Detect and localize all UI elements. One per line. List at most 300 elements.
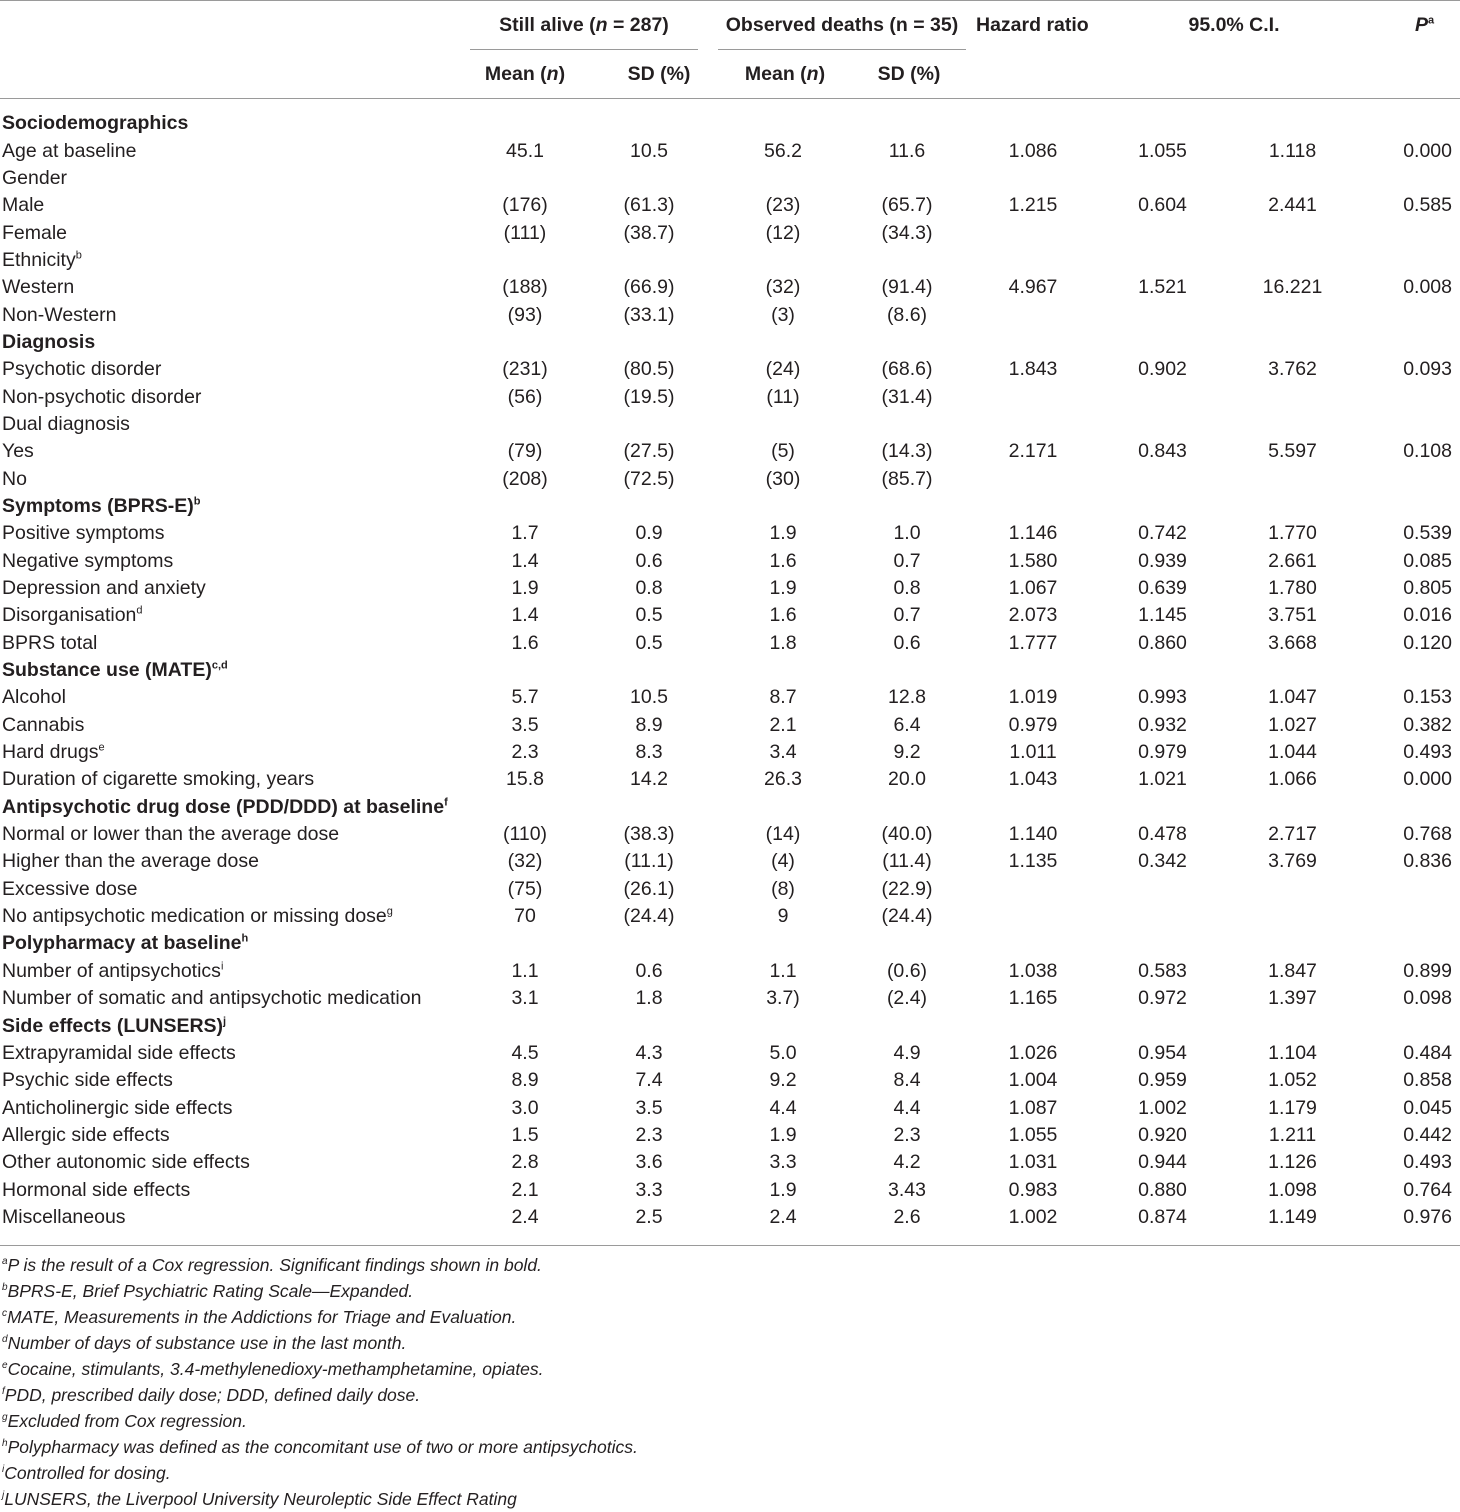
table-row xyxy=(0,575,1460,602)
footnote-marker: d xyxy=(136,604,143,617)
ci-lower-cell: 0.959 xyxy=(1138,1069,1187,1092)
deaths-mean-cell: 1.8 xyxy=(769,631,797,654)
ci-lower-cell xyxy=(1100,657,1225,684)
hazard-ratio-cell: 2.073 xyxy=(1008,604,1058,627)
table-row xyxy=(0,137,1460,164)
alive-sd-cell: 2.5 xyxy=(635,1205,663,1228)
alive-sd-cell xyxy=(580,930,718,957)
table-row xyxy=(0,1040,1460,1067)
alive-sd-cell: 8.9 xyxy=(635,713,663,736)
hazard-ratio-cell: 1.843 xyxy=(1008,358,1058,381)
hazard-ratio-header: Hazard ratio xyxy=(976,14,1089,36)
alive-mean-cell: (231) xyxy=(502,358,548,381)
deaths-sd-cell: 2.3 xyxy=(893,1123,921,1146)
deaths-sd-cell: 0.8 xyxy=(893,577,921,600)
footnote-marker: e xyxy=(98,741,105,754)
deaths-mean-cell xyxy=(718,1012,848,1039)
table-row xyxy=(0,985,1460,1012)
hazard-ratio-cell: 1.140 xyxy=(1008,823,1058,846)
footnote xyxy=(2,1356,638,1382)
p-value-cell: 0.008 xyxy=(1403,276,1452,299)
p-value-cell xyxy=(1360,411,1460,438)
table-row xyxy=(0,301,1460,328)
table-row xyxy=(0,274,1460,301)
ci-upper-cell: 2.717 xyxy=(1268,823,1317,846)
hazard-ratio-cell: 1.011 xyxy=(1009,741,1057,764)
p-value-cell xyxy=(1360,247,1460,274)
ci-upper-cell xyxy=(1225,110,1360,137)
hazard-ratio-cell xyxy=(966,329,1100,356)
p-value-cell xyxy=(1360,383,1460,410)
row-label: Other autonomic side effects xyxy=(2,1151,250,1174)
ci-upper-cell: 1.847 xyxy=(1268,959,1317,982)
hazard-ratio-cell xyxy=(966,247,1100,274)
footnote-text: BPRS-E, Brief Psychiatric Rating Scale—Expanded. xyxy=(7,1281,414,1301)
alive-sd-cell: 0.6 xyxy=(635,959,663,982)
section-label: Symptoms (BPRS-E)$^b$ xyxy=(2,494,201,517)
footnote-marker: b xyxy=(193,495,201,508)
deaths-sd-cell: 2.6 xyxy=(893,1205,921,1228)
ci-upper-cell: 1.126 xyxy=(1268,1151,1317,1174)
alive-mean-cell xyxy=(470,165,580,192)
footnote-text: P is the result of a Cox regression. Significant findings shown in bold. xyxy=(7,1255,542,1275)
alive-mean-cell: 1.5 xyxy=(511,1123,539,1146)
alive-mean-cell: (75) xyxy=(507,877,543,900)
alive-mean-cell: 2.3 xyxy=(511,741,539,764)
alive-sd-cell: (66.9) xyxy=(623,276,675,299)
section-row xyxy=(0,329,1460,356)
footnote xyxy=(2,1252,638,1278)
ci-lower-cell: 0.604 xyxy=(1138,194,1187,217)
p-value-cell: 0.805 xyxy=(1403,577,1452,600)
ci-upper-cell xyxy=(1225,493,1360,520)
table-row xyxy=(0,383,1460,410)
alive-sd-cell xyxy=(580,411,718,438)
table-row xyxy=(0,465,1460,492)
p-value-cell: 0.836 xyxy=(1403,850,1452,873)
p-value-cell: 0.098 xyxy=(1403,987,1452,1010)
alive-mean-cell: 8.9 xyxy=(511,1069,539,1092)
footnote-marker: c xyxy=(2,1308,7,1320)
deaths-sd-cell: (22.9) xyxy=(881,877,933,900)
table-row xyxy=(0,848,1460,875)
deaths-sd-cell xyxy=(848,930,966,957)
hazard-ratio-cell: 1.777 xyxy=(1008,631,1058,654)
deaths-mean-cell: 8.7 xyxy=(769,686,797,709)
alive-sd-cell xyxy=(580,329,718,356)
row-label: Yes xyxy=(2,440,34,463)
p-value-cell: 0.539 xyxy=(1403,522,1452,545)
footnote xyxy=(2,1330,638,1356)
p-value-cell: 0.493 xyxy=(1403,1151,1452,1174)
ci-upper-cell: 3.668 xyxy=(1268,631,1317,654)
ci-upper-cell: 1.179 xyxy=(1268,1096,1317,1119)
hazard-ratio-cell: 1.055 xyxy=(1008,1123,1058,1146)
deaths-mean-cell: 1.6 xyxy=(769,604,797,627)
alive-sd-cell: 0.5 xyxy=(635,631,663,654)
deaths-mean-cell xyxy=(718,794,848,821)
p-value-cell: 0.093 xyxy=(1403,358,1452,381)
deaths-mean-cell: (11) xyxy=(766,385,800,408)
ci-lower-cell: 0.342 xyxy=(1138,850,1187,873)
p-value-cell xyxy=(1360,794,1460,821)
footnote-marker: j xyxy=(2,1490,5,1502)
ci-upper-cell xyxy=(1225,219,1360,246)
footnote-text: Cocaine, stimulants, 3.4-methylenedioxy-methamphetamine, opiates. xyxy=(7,1359,544,1379)
table-row xyxy=(0,1176,1460,1203)
deaths-mean-cell: 1.9 xyxy=(769,522,797,545)
ci-lower-cell xyxy=(1100,876,1225,903)
table-row xyxy=(0,739,1460,766)
footnote-marker: e xyxy=(2,1360,8,1372)
table-row xyxy=(0,165,1460,192)
hazard-ratio-cell: 1.087 xyxy=(1008,1096,1058,1119)
p-value-cell xyxy=(1360,876,1460,903)
deaths-sd-cell: (2.4) xyxy=(886,987,928,1010)
table-row xyxy=(0,1067,1460,1094)
p-value-cell: 0.085 xyxy=(1403,549,1452,572)
deaths-sd-cell: 4.9 xyxy=(893,1041,921,1064)
deaths-sd-cell: (31.4) xyxy=(881,385,933,408)
p-value-cell xyxy=(1360,657,1460,684)
hazard-ratio-cell: 2.171 xyxy=(1008,440,1058,463)
hazard-ratio-cell xyxy=(966,301,1100,328)
ci-upper-cell xyxy=(1225,301,1360,328)
ci-upper-cell xyxy=(1225,411,1360,438)
ci-lower-cell: 0.954 xyxy=(1138,1041,1187,1064)
deaths-sd-cell xyxy=(848,329,966,356)
deaths-sd-cell: (11.4) xyxy=(882,850,932,873)
row-label: Higher than the average dose xyxy=(2,850,259,873)
alive-mean-cell: 1.4 xyxy=(511,604,539,627)
footnote xyxy=(2,1434,638,1460)
ci-lower-cell: 0.478 xyxy=(1138,823,1187,846)
p-value-cell: 0.153 xyxy=(1403,686,1452,709)
p-value-cell: 0.108 xyxy=(1403,440,1452,463)
row-label: Hard drugs$^e$ xyxy=(2,741,105,764)
deaths-sd-cell: (85.7) xyxy=(881,467,933,490)
footnote-marker: h xyxy=(241,932,249,945)
still-alive-rule xyxy=(470,49,698,50)
ci-lower-cell: 0.972 xyxy=(1138,987,1187,1010)
footnote-marker: d xyxy=(2,1334,8,1346)
deaths-mean-cell xyxy=(718,329,848,356)
table-row xyxy=(0,411,1460,438)
deaths-sd-cell xyxy=(848,411,966,438)
alive-mean-cell: 45.1 xyxy=(506,139,544,162)
ci-lower-cell: 0.920 xyxy=(1138,1123,1187,1146)
section-row xyxy=(0,110,1460,137)
alive-sd-cell xyxy=(580,247,718,274)
alive-sd-cell: 3.3 xyxy=(635,1178,663,1201)
ci-upper-cell xyxy=(1225,329,1360,356)
row-label: Duration of cigarette smoking, years xyxy=(2,768,315,791)
section-row xyxy=(0,794,1460,821)
hazard-ratio-cell xyxy=(966,219,1100,246)
ci-lower-cell: 1.002 xyxy=(1138,1096,1187,1119)
p-value-cell: 0.976 xyxy=(1403,1205,1452,1228)
alive-sd-cell: 10.5 xyxy=(630,686,668,709)
ci-lower-cell: 1.055 xyxy=(1138,139,1187,162)
p-value-cell: 0.768 xyxy=(1403,823,1452,846)
p-value-cell: 0.764 xyxy=(1403,1178,1452,1201)
row-label: Ethnicity$^b$ xyxy=(2,248,82,271)
deaths-sd-cell: 20.0 xyxy=(888,768,926,791)
section-label: Antipsychotic drug dose (PDD/DDD) at baseline$^f$ xyxy=(2,795,448,818)
top-rule xyxy=(0,0,1460,1)
hazard-ratio-cell xyxy=(966,903,1100,930)
alive-sd-cell xyxy=(580,657,718,684)
still-alive-header: Still alive (n = 287) xyxy=(499,14,669,36)
ci-lower-cell: 0.639 xyxy=(1138,577,1187,600)
deaths-mean-cell xyxy=(718,110,848,137)
alive-sd-cell: 7.4 xyxy=(635,1069,663,1092)
table-row xyxy=(0,1094,1460,1121)
alive-mean-cell xyxy=(470,794,580,821)
table-row xyxy=(0,821,1460,848)
ci-upper-cell: 2.661 xyxy=(1268,549,1317,572)
footnote xyxy=(2,1278,638,1304)
deaths-sd-cell: 0.7 xyxy=(893,549,921,572)
deaths-sd-header: SD (%) xyxy=(877,63,941,85)
observed-deaths-rule xyxy=(718,49,966,50)
alive-sd-cell xyxy=(580,493,718,520)
observed-deaths-header: Observed deaths (n = 35) xyxy=(725,14,959,36)
ci-lower-cell: 0.583 xyxy=(1138,959,1187,982)
row-label: Miscellaneous xyxy=(2,1205,126,1228)
alive-mean-cell: (176) xyxy=(502,194,548,217)
deaths-sd-cell: (24.4) xyxy=(881,905,933,928)
row-label: Normal or lower than the average dose xyxy=(2,823,340,846)
deaths-mean-cell: (5) xyxy=(771,440,795,463)
table-row xyxy=(0,903,1460,930)
hazard-ratio-cell: 1.026 xyxy=(1008,1041,1058,1064)
deaths-mean-cell: 1.9 xyxy=(769,577,797,600)
p-value-cell: 0.484 xyxy=(1403,1041,1452,1064)
p-value-cell: 0.899 xyxy=(1403,959,1452,982)
deaths-sd-cell: (14.3) xyxy=(881,440,933,463)
deaths-mean-cell: 2.1 xyxy=(769,713,797,736)
deaths-mean-cell: 3.7) xyxy=(766,987,800,1010)
ci-upper-cell: 1.118 xyxy=(1268,139,1317,162)
deaths-sd-cell: 6.4 xyxy=(893,713,921,736)
row-label: Male xyxy=(2,194,45,217)
ci-lower-cell xyxy=(1100,1012,1225,1039)
alive-mean-cell: 2.1 xyxy=(511,1178,539,1201)
deaths-mean-cell: (23) xyxy=(765,194,801,217)
ci-upper-cell: 5.597 xyxy=(1268,440,1317,463)
alive-sd-header: SD (%) xyxy=(627,63,691,85)
hazard-ratio-cell: 1.019 xyxy=(1008,686,1058,709)
row-label: Alcohol xyxy=(2,686,66,709)
hazard-ratio-cell xyxy=(966,411,1100,438)
p-value-cell: 0.000 xyxy=(1403,768,1452,791)
p-value-header: $P^a$ xyxy=(1415,14,1435,36)
hazard-ratio-cell xyxy=(966,657,1100,684)
footnote-marker: b xyxy=(2,1282,8,1294)
hazard-ratio-cell: 4.967 xyxy=(1008,276,1058,299)
section-label: Substance use (MATE)$^{c,d}$ xyxy=(2,659,228,682)
row-label: Anticholinergic side effects xyxy=(2,1096,233,1119)
ci-upper-cell xyxy=(1225,876,1360,903)
deaths-mean-cell: 3.4 xyxy=(769,741,797,764)
ci-lower-cell: 0.993 xyxy=(1138,686,1187,709)
alive-sd-cell: 8.3 xyxy=(635,741,663,764)
ci-lower-cell: 1.145 xyxy=(1138,604,1187,627)
footnote-marker: i xyxy=(220,960,224,973)
ci-upper-cell: 1.104 xyxy=(1268,1041,1317,1064)
p-value-cell: 0.120 xyxy=(1403,631,1452,654)
p-value-cell xyxy=(1360,1012,1460,1039)
alive-sd-cell: 0.8 xyxy=(635,577,663,600)
ci-upper-cell xyxy=(1225,465,1360,492)
row-label: Negative symptoms xyxy=(2,549,174,572)
ci-upper-cell: 1.052 xyxy=(1268,1069,1317,1092)
footnote xyxy=(2,1304,638,1330)
hazard-ratio-cell: 1.067 xyxy=(1008,577,1058,600)
alive-sd-cell: (80.5) xyxy=(623,358,675,381)
alive-mean-cell: 1.6 xyxy=(511,631,539,654)
deaths-mean-cell xyxy=(718,493,848,520)
deaths-sd-cell: 9.2 xyxy=(893,741,921,764)
ci-lower-cell: 1.521 xyxy=(1138,276,1187,299)
row-label: Number of somatic and antipsychotic medication xyxy=(2,987,422,1010)
alive-mean-cell: 4.5 xyxy=(511,1041,539,1064)
row-label: Extrapyramidal side effects xyxy=(2,1041,236,1064)
ci-upper-cell: 1.780 xyxy=(1268,577,1317,600)
alive-sd-cell xyxy=(580,165,718,192)
deaths-sd-cell xyxy=(848,794,966,821)
ci-upper-cell: 1.098 xyxy=(1268,1178,1317,1201)
alive-mean-cell: (208) xyxy=(502,467,548,490)
deaths-sd-cell: 12.8 xyxy=(888,686,926,709)
alive-sd-cell: (27.5) xyxy=(623,440,675,463)
row-label: Number of antipsychotics$^i$ xyxy=(2,959,224,982)
ci-lower-cell: 1.021 xyxy=(1138,768,1187,791)
row-label: Western xyxy=(2,276,75,299)
hazard-ratio-cell: 1.215 xyxy=(1008,194,1058,217)
ci-lower-cell xyxy=(1100,903,1225,930)
deaths-sd-cell: 4.2 xyxy=(893,1151,921,1174)
row-label: Cannabis xyxy=(2,713,85,736)
footnote-text: Number of days of substance use in the last month. xyxy=(7,1333,407,1353)
footnote-text: Polypharmacy was defined as the concomitant use of two or more antipsychotics. xyxy=(7,1437,638,1457)
row-label: Hormonal side effects xyxy=(2,1178,191,1201)
ci-lower-cell: 0.742 xyxy=(1138,522,1187,545)
ci-lower-cell xyxy=(1100,493,1225,520)
row-label: Dual diagnosis xyxy=(2,412,130,435)
table-row xyxy=(0,192,1460,219)
footnote-text: MATE, Measurements in the Addictions for Triage and Evaluation. xyxy=(7,1307,517,1327)
deaths-sd-cell: (40.0) xyxy=(881,823,933,846)
alive-mean-cell: 2.8 xyxy=(511,1151,539,1174)
table-row xyxy=(0,247,1460,274)
row-label: Psychic side effects xyxy=(2,1069,173,1092)
row-label: Positive symptoms xyxy=(2,522,165,545)
ci-lower-cell xyxy=(1100,794,1225,821)
deaths-mean-cell: 2.4 xyxy=(769,1205,797,1228)
data-table xyxy=(0,110,1460,1231)
ci-upper-cell: 3.769 xyxy=(1268,850,1317,873)
footnote xyxy=(2,1486,638,1512)
deaths-sd-cell: (34.3) xyxy=(881,221,933,244)
hazard-ratio-cell xyxy=(966,465,1100,492)
p-value-cell: 0.016 xyxy=(1403,604,1452,627)
deaths-mean-cell: (12) xyxy=(765,221,801,244)
row-label: Psychotic disorder xyxy=(2,358,162,381)
table-row xyxy=(0,602,1460,629)
deaths-mean-cell xyxy=(718,657,848,684)
ci-upper-cell xyxy=(1225,903,1360,930)
footnote-text: Excluded from Cox regression. xyxy=(7,1411,247,1431)
ci-upper-cell: 3.762 xyxy=(1268,358,1317,381)
p-value-cell xyxy=(1360,930,1460,957)
alive-mean-cell: (32) xyxy=(507,850,543,873)
table-row xyxy=(0,766,1460,793)
p-value-cell xyxy=(1360,493,1460,520)
alive-sd-cell: 1.8 xyxy=(635,987,663,1010)
deaths-mean-cell: (24) xyxy=(765,358,801,381)
row-label: No antipsychotic medication or missing dose$^g$ xyxy=(2,905,393,928)
footnotes xyxy=(2,1252,638,1512)
footnote xyxy=(2,1408,638,1434)
alive-mean-cell: (111) xyxy=(503,221,547,244)
alive-mean-cell: 1.9 xyxy=(511,577,539,600)
alive-sd-cell: (61.3) xyxy=(623,194,675,217)
alive-sd-cell: 0.9 xyxy=(635,522,663,545)
ci-lower-cell: 0.874 xyxy=(1138,1205,1187,1228)
ci-lower-cell: 0.880 xyxy=(1138,1178,1187,1201)
alive-sd-cell: 0.6 xyxy=(635,549,663,572)
p-value-cell: 0.585 xyxy=(1403,194,1452,217)
deaths-mean-cell: 5.0 xyxy=(769,1041,797,1064)
alive-sd-cell: 14.2 xyxy=(630,768,668,791)
row-label: Gender xyxy=(2,166,68,189)
deaths-mean-cell xyxy=(718,411,848,438)
ci-upper-cell: 1.149 xyxy=(1268,1205,1317,1228)
deaths-mean-cell xyxy=(718,930,848,957)
ci-upper-cell xyxy=(1225,165,1360,192)
ci-upper-cell: 1.047 xyxy=(1268,686,1317,709)
ci-lower-cell: 0.979 xyxy=(1138,741,1187,764)
deaths-sd-cell xyxy=(848,1012,966,1039)
p-value-cell xyxy=(1360,903,1460,930)
hazard-ratio-cell: 0.983 xyxy=(1008,1178,1058,1201)
deaths-mean-cell: 1.1 xyxy=(769,959,797,982)
alive-mean-cell: 70 xyxy=(514,905,536,928)
footnote xyxy=(2,1460,638,1486)
ci-lower-cell xyxy=(1100,930,1225,957)
p-value-cell xyxy=(1360,301,1460,328)
ci-upper-cell xyxy=(1225,1012,1360,1039)
alive-mean-cell xyxy=(470,657,580,684)
alive-sd-cell xyxy=(580,110,718,137)
hazard-ratio-cell: 1.580 xyxy=(1008,549,1058,572)
ci-upper-cell: 1.044 xyxy=(1268,741,1317,764)
ci-lower-cell xyxy=(1100,165,1225,192)
deaths-sd-cell xyxy=(848,247,966,274)
p-value-cell: 0.493 xyxy=(1403,741,1452,764)
p-value-cell: 0.442 xyxy=(1403,1123,1452,1146)
hazard-ratio-cell: 0.979 xyxy=(1008,713,1058,736)
footnote-marker: a xyxy=(2,1256,8,1268)
ci-lower-cell: 0.932 xyxy=(1138,713,1187,736)
row-label: No xyxy=(2,467,27,490)
alive-mean-cell xyxy=(470,493,580,520)
row-label: Female xyxy=(2,221,68,244)
table-row xyxy=(0,219,1460,246)
section-label: Side effects (LUNSERS)$^j$ xyxy=(2,1014,227,1037)
